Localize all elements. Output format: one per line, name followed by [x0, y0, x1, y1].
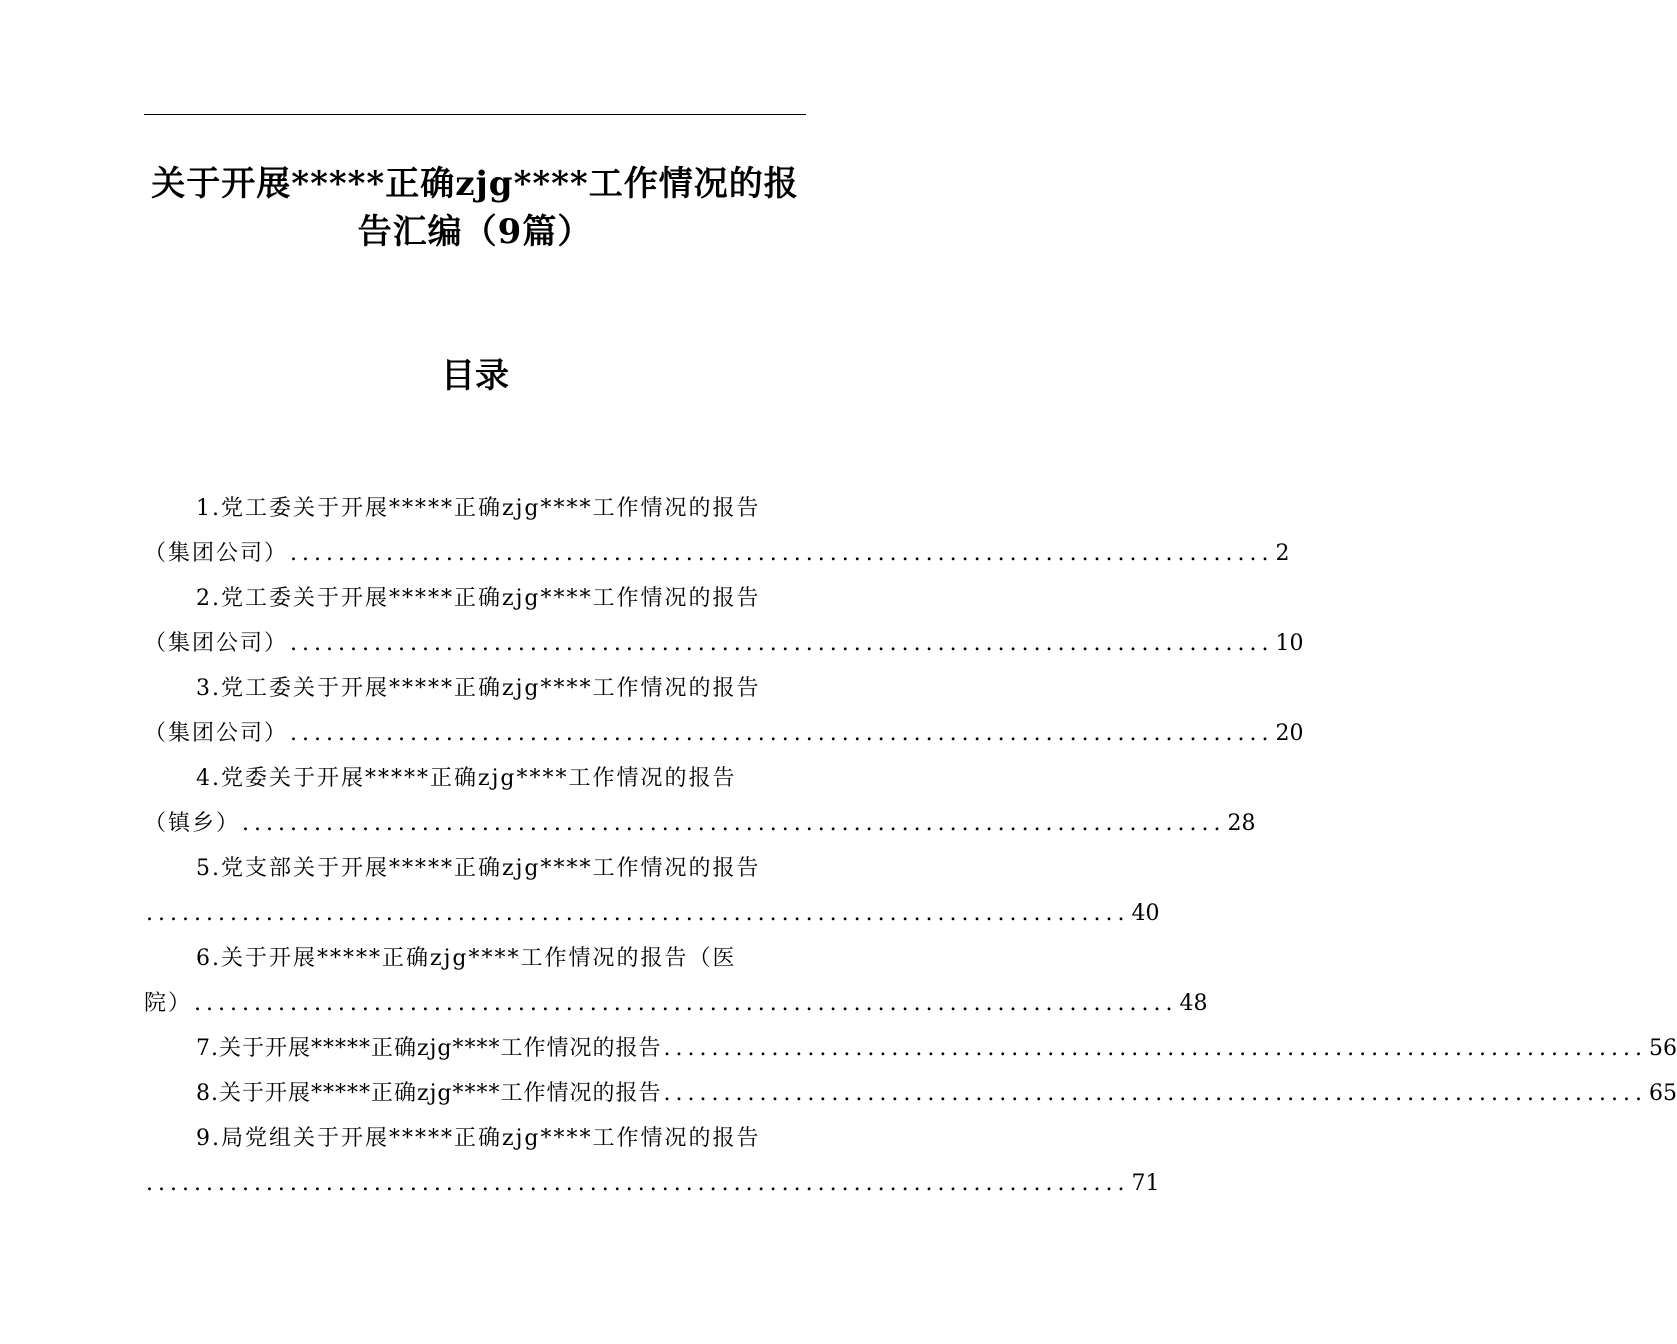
toc-entry-3-title[interactable]: 3.党工委关于开展*****正确zjg****工作情况的报告	[196, 676, 761, 701]
toc-entry-6-page: 48	[1179, 991, 1208, 1016]
dot-leader: ..................................................................................	[290, 721, 1274, 746]
toc-entry-6-continuation[interactable]	[144, 981, 1208, 1026]
toc-entry-2-page: 10	[1275, 631, 1304, 656]
dot-leader: ..................................................................................	[663, 1081, 1647, 1106]
toc-entry-1-continuation[interactable]	[144, 531, 1290, 576]
toc-entry-3-continuation[interactable]	[144, 711, 1304, 756]
toc-entry-5-continuation[interactable]	[144, 891, 1160, 936]
header-rule	[144, 114, 806, 115]
dot-leader: ..................................................................................	[194, 991, 1178, 1016]
dot-leader: ..................................................................................	[290, 631, 1274, 656]
toc-entry-4-suffix: （镇乡）	[144, 811, 241, 836]
toc-entry-6-title[interactable]: 6.关于开展*****正确zjg****工作情况的报告（医	[196, 946, 737, 971]
toc-entry-7-page: 56	[1648, 1036, 1677, 1061]
dot-leader: ..................................................................................	[242, 811, 1226, 836]
toc-entry-6-suffix: 院）	[144, 991, 193, 1016]
dot-leader: ..................................................................................	[663, 1036, 1647, 1061]
toc-entry-1-suffix: （集团公司）	[144, 541, 289, 566]
dot-leader: ..................................................................................	[146, 901, 1130, 926]
toc-entry-1-page: 2	[1275, 541, 1290, 566]
toc-entry-4-page: 28	[1227, 811, 1256, 836]
toc-entry-1-title[interactable]: 1.党工委关于开展*****正确zjg****工作情况的报告	[196, 496, 761, 521]
toc-entry-3-page: 20	[1275, 721, 1304, 746]
dot-leader: ..................................................................................	[146, 1171, 1130, 1196]
toc-entry-5-page: 40	[1131, 901, 1160, 926]
toc-entry-2-title[interactable]: 2.党工委关于开展*****正确zjg****工作情况的报告	[196, 586, 761, 611]
toc-entry-9-continuation[interactable]	[144, 1161, 1160, 1206]
toc-entry-7-title: 7.关于开展*****正确zjg****工作情况的报告	[196, 1036, 662, 1061]
table-of-contents	[144, 486, 1677, 1206]
toc-entry-2-suffix: （集团公司）	[144, 631, 289, 656]
dot-leader: ..................................................................................	[290, 541, 1274, 566]
toc-entry-2-continuation[interactable]	[144, 621, 1304, 666]
document-title	[140, 160, 810, 256]
toc-entry-9-title[interactable]: 9.局党组关于开展*****正确zjg****工作情况的报告	[196, 1126, 761, 1151]
toc-entry-8-title: 8.关于开展*****正确zjg****工作情况的报告	[196, 1081, 662, 1106]
toc-heading: 目录	[441, 356, 509, 396]
title-line-1: 关于开展*****正确zjg****工作情况的报	[151, 164, 799, 204]
toc-entry-3-suffix: （集团公司）	[144, 721, 289, 746]
toc-entry-9-page: 71	[1131, 1171, 1160, 1196]
title-line-2: 告汇编（9篇）	[357, 212, 593, 252]
toc-entry-8[interactable]	[144, 1071, 1677, 1116]
toc-entry-4-title[interactable]: 4.党委关于开展*****正确zjg****工作情况的报告	[196, 766, 737, 791]
toc-entry-8-page: 65	[1648, 1081, 1677, 1106]
toc-entry-4-continuation[interactable]	[144, 801, 1256, 846]
toc-entry-7[interactable]	[144, 1026, 1677, 1071]
toc-entry-5-title[interactable]: 5.党支部关于开展*****正确zjg****工作情况的报告	[196, 856, 761, 881]
